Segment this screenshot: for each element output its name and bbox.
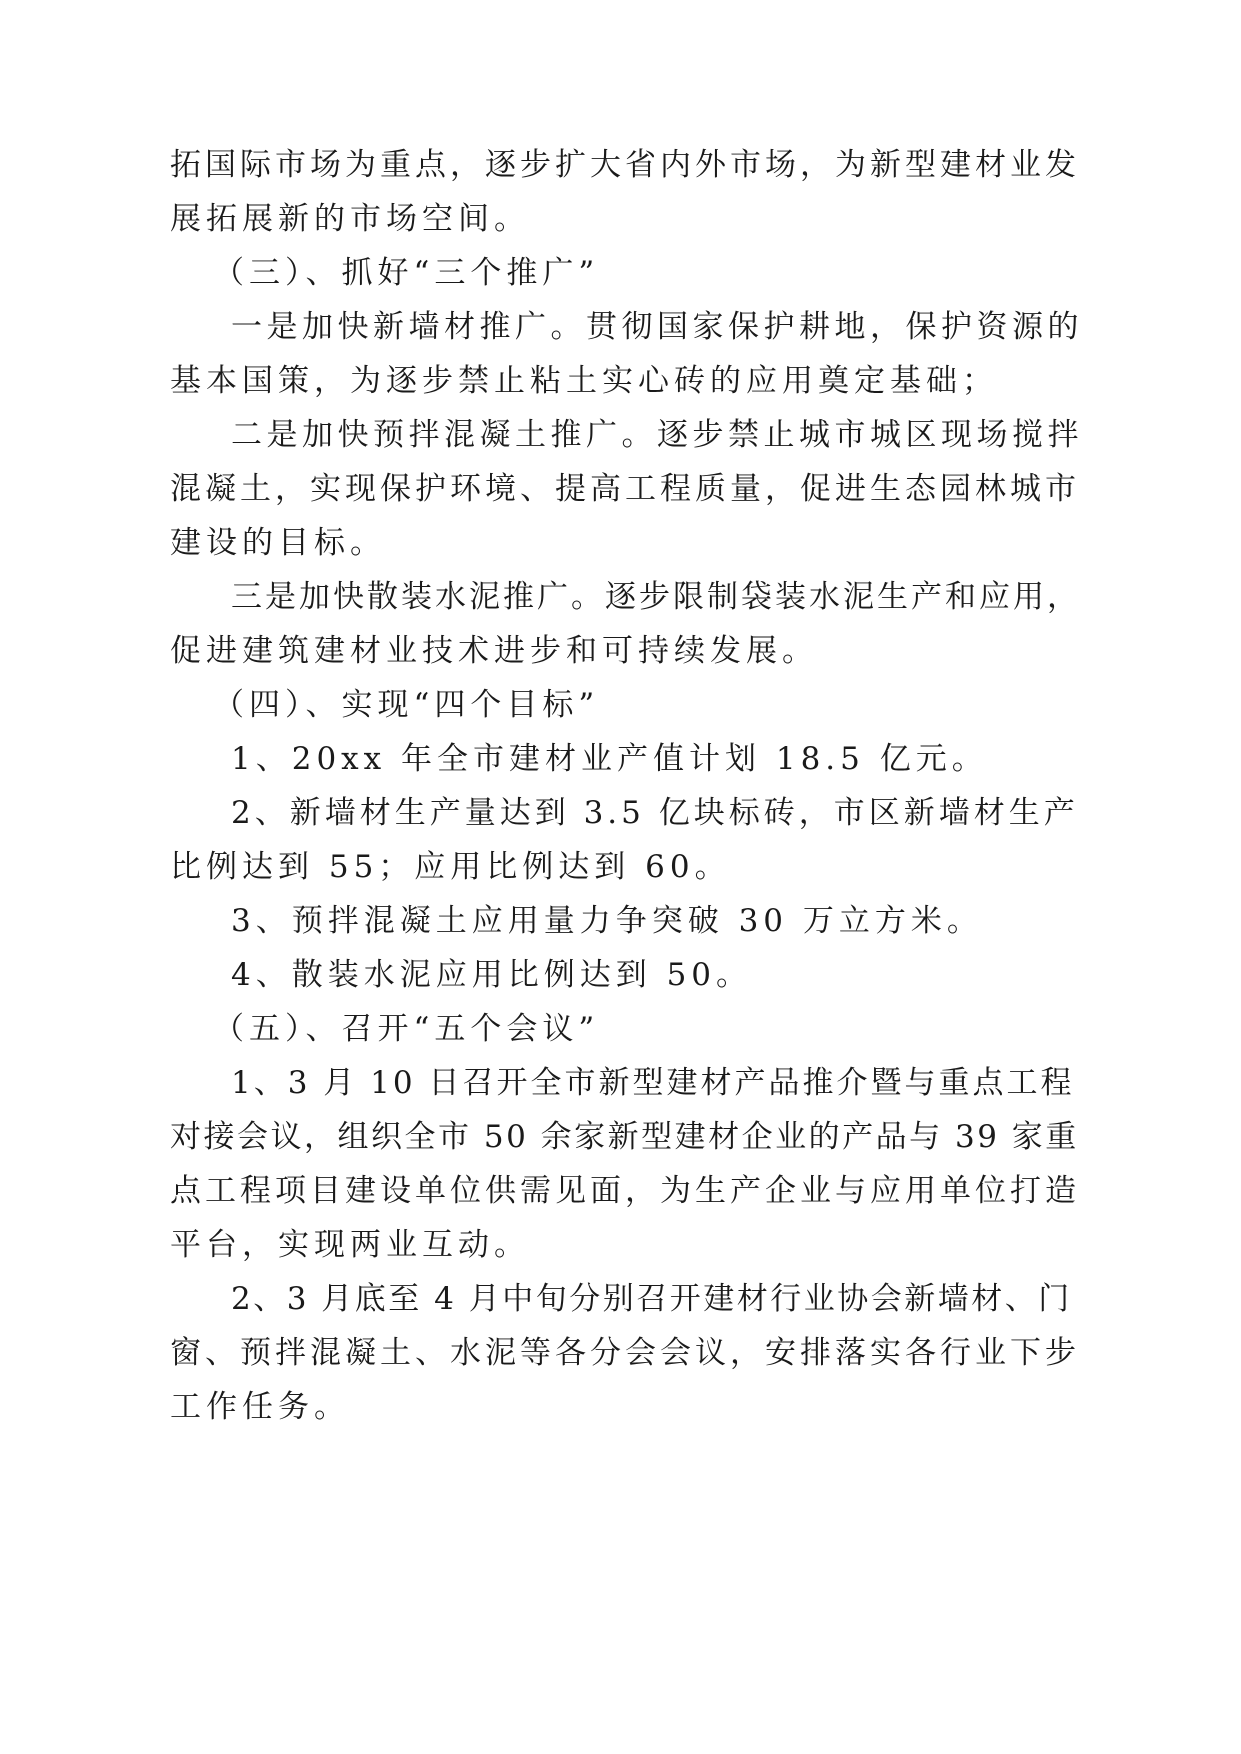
text-line: 平台，实现两业互动。 — [170, 1227, 530, 1263]
section-heading: （三）、抓好“三个推广” — [213, 255, 600, 291]
text-line: 比例达到 55；应用比例达到 60。 — [170, 849, 731, 885]
text-line: 基本国策，为逐步禁止粘土实心砖的应用奠定基础； — [170, 363, 998, 399]
text-line: 一是加快新墙材推广。贯彻国家保护耕地，保护资源的 — [231, 309, 1083, 345]
text-line: 工作任务。 — [170, 1389, 350, 1425]
text-line: 三是加快散装水泥推广。逐步限制袋装水泥生产和应用， — [231, 579, 1081, 615]
section-heading: （五）、召开“五个会议” — [213, 1011, 600, 1047]
text-line: 建设的目标。 — [170, 525, 386, 561]
text-line: 2、3 月底至 4 月中旬分别召开建材行业协会新墙材、门 — [231, 1281, 1072, 1317]
text-line: 1、20xx 年全市建材业产值计划 18.5 亿元。 — [231, 741, 988, 777]
text-line: 4、散装水泥应用比例达到 50。 — [231, 957, 753, 993]
text-line: 二是加快预拌混凝土推广。逐步禁止城市城区现场搅拌 — [231, 417, 1083, 453]
text-line: 促进建筑建材业技术进步和可持续发展。 — [170, 633, 818, 669]
text-line: 拓国际市场为重点，逐步扩大省内外市场，为新型建材业发 — [170, 147, 1080, 183]
text-line: 混凝土，实现保护环境、提高工程质量，促进生态园林城市 — [170, 471, 1080, 507]
text-line: 2、新墙材生产量达到 3.5 亿块标砖，市区新墙材生产 — [231, 795, 1079, 831]
text-line: 对接会议，组织全市 50 余家新型建材企业的产品与 39 家重 — [170, 1119, 1079, 1155]
text-line: 1、3 月 10 日召开全市新型建材产品推介暨与重点工程 — [231, 1065, 1075, 1101]
text-line: 点工程项目建设单位供需见面，为生产企业与应用单位打造 — [170, 1173, 1080, 1209]
text-line: 窗、预拌混凝土、水泥等各分会会议，安排落实各行业下步 — [170, 1335, 1080, 1371]
section-heading: （四）、实现“四个目标” — [213, 687, 600, 723]
text-line: 3、预拌混凝土应用量力争突破 30 万立方米。 — [231, 903, 983, 939]
text-line: 展拓展新的市场空间。 — [170, 201, 530, 237]
